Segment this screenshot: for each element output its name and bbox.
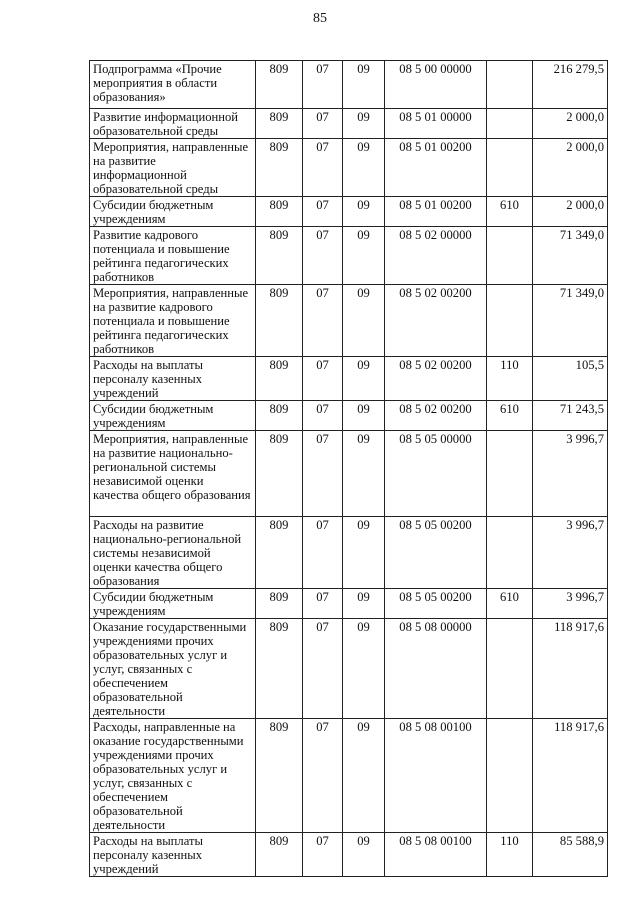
- row-name: Подпрограмма «Прочие мероприятия в области образования»: [90, 61, 256, 109]
- row-target-article: 08 5 05 00200: [385, 589, 487, 619]
- table-row: [90, 589, 608, 619]
- row-grbs: 809: [256, 589, 303, 619]
- table-row: [90, 619, 608, 719]
- row-name: Мероприятия, направленные на развитие информационной образовательной среды: [90, 139, 256, 197]
- row-name: Расходы на развитие национально-региональной системы независимой оценки качества общего образования: [90, 517, 256, 589]
- table-row: [90, 401, 608, 431]
- row-name: Субсидии бюджетным учреждениям: [90, 401, 256, 431]
- row-expense-type: [487, 139, 533, 197]
- row-name: Расходы на выплаты персоналу казенных учреждений: [90, 357, 256, 401]
- row-subsection: 09: [343, 589, 385, 619]
- row-grbs: 809: [256, 139, 303, 197]
- budget-table: [89, 60, 608, 877]
- table-row: [90, 357, 608, 401]
- row-section: 07: [303, 719, 343, 833]
- row-section: 07: [303, 357, 343, 401]
- row-target-article: 08 5 02 00200: [385, 357, 487, 401]
- row-name: Субсидии бюджетным учреждениям: [90, 589, 256, 619]
- row-target-article: 08 5 05 00200: [385, 517, 487, 589]
- row-section: 07: [303, 517, 343, 589]
- row-amount: 2 000,0: [533, 109, 608, 139]
- row-amount: 118 917,6: [533, 619, 608, 719]
- row-expense-type: 610: [487, 589, 533, 619]
- row-section: 07: [303, 109, 343, 139]
- row-name: Развитие кадрового потенциала и повышение рейтинга педагогических работников: [90, 227, 256, 285]
- row-section: 07: [303, 833, 343, 877]
- row-grbs: 809: [256, 357, 303, 401]
- row-expense-type: [487, 61, 533, 109]
- row-expense-type: [487, 517, 533, 589]
- row-section: 07: [303, 61, 343, 109]
- row-name: Субсидии бюджетным учреждениям: [90, 197, 256, 227]
- row-amount: 2 000,0: [533, 197, 608, 227]
- row-subsection: 09: [343, 401, 385, 431]
- row-amount: 71 349,0: [533, 227, 608, 285]
- table-row: [90, 109, 608, 139]
- row-grbs: 809: [256, 109, 303, 139]
- table-row: [90, 431, 608, 517]
- row-section: 07: [303, 285, 343, 357]
- table-row: [90, 227, 608, 285]
- row-grbs: 809: [256, 197, 303, 227]
- row-subsection: 09: [343, 357, 385, 401]
- row-amount: 2 000,0: [533, 139, 608, 197]
- row-amount: 71 243,5: [533, 401, 608, 431]
- row-subsection: 09: [343, 719, 385, 833]
- row-amount: 85 588,9: [533, 833, 608, 877]
- row-subsection: 09: [343, 197, 385, 227]
- row-name: Мероприятия, направленные на развитие кадрового потенциала и повышение рейтинга педагогических работников: [90, 285, 256, 357]
- row-expense-type: 110: [487, 357, 533, 401]
- table-row: [90, 139, 608, 197]
- row-target-article: 08 5 08 00100: [385, 719, 487, 833]
- table-row: [90, 719, 608, 833]
- row-section: 07: [303, 619, 343, 719]
- row-section: 07: [303, 589, 343, 619]
- row-grbs: 809: [256, 61, 303, 109]
- table-row: [90, 285, 608, 357]
- row-section: 07: [303, 197, 343, 227]
- row-subsection: 09: [343, 285, 385, 357]
- row-section: 07: [303, 431, 343, 517]
- row-target-article: 08 5 01 00200: [385, 197, 487, 227]
- table-row: [90, 517, 608, 589]
- row-amount: 3 996,7: [533, 431, 608, 517]
- row-grbs: 809: [256, 833, 303, 877]
- row-target-article: 08 5 08 00100: [385, 833, 487, 877]
- row-expense-type: [487, 719, 533, 833]
- row-section: 07: [303, 401, 343, 431]
- row-section: 07: [303, 139, 343, 197]
- row-target-article: 08 5 01 00200: [385, 139, 487, 197]
- row-grbs: 809: [256, 719, 303, 833]
- row-grbs: 809: [256, 619, 303, 719]
- row-target-article: 08 5 02 00200: [385, 401, 487, 431]
- row-amount: 3 996,7: [533, 517, 608, 589]
- row-grbs: 809: [256, 227, 303, 285]
- row-name: Расходы на выплаты персоналу казенных учреждений: [90, 833, 256, 877]
- row-expense-type: 610: [487, 401, 533, 431]
- row-amount: 105,5: [533, 357, 608, 401]
- row-subsection: 09: [343, 139, 385, 197]
- row-expense-type: [487, 619, 533, 719]
- row-amount: 118 917,6: [533, 719, 608, 833]
- row-expense-type: [487, 227, 533, 285]
- row-grbs: 809: [256, 285, 303, 357]
- row-section: 07: [303, 227, 343, 285]
- row-target-article: 08 5 08 00000: [385, 619, 487, 719]
- row-subsection: 09: [343, 833, 385, 877]
- row-expense-type: 610: [487, 197, 533, 227]
- row-amount: 3 996,7: [533, 589, 608, 619]
- row-subsection: 09: [343, 619, 385, 719]
- page-number: 85: [313, 11, 327, 26]
- table-row: [90, 197, 608, 227]
- row-grbs: 809: [256, 517, 303, 589]
- row-target-article: 08 5 02 00200: [385, 285, 487, 357]
- row-grbs: 809: [256, 401, 303, 431]
- table-row: [90, 833, 608, 877]
- row-expense-type: [487, 109, 533, 139]
- row-name: Мероприятия, направленные на развитие национально-региональной системы независимой оценки качества общего образования: [90, 431, 256, 517]
- row-grbs: 809: [256, 431, 303, 517]
- row-target-article: 08 5 02 00000: [385, 227, 487, 285]
- row-subsection: 09: [343, 227, 385, 285]
- budget-table-body: [90, 61, 608, 877]
- row-amount: 216 279,5: [533, 61, 608, 109]
- table-row: [90, 61, 608, 109]
- row-amount: 71 349,0: [533, 285, 608, 357]
- row-expense-type: [487, 431, 533, 517]
- row-subsection: 09: [343, 61, 385, 109]
- row-target-article: 08 5 05 00000: [385, 431, 487, 517]
- row-target-article: 08 5 01 00000: [385, 109, 487, 139]
- row-expense-type: 110: [487, 833, 533, 877]
- row-name: Расходы, направленные на оказание государственными учреждениями прочих образовательных услуг и услуг, связанных с обеспечением образовательной деятельности: [90, 719, 256, 833]
- row-subsection: 09: [343, 109, 385, 139]
- row-target-article: 08 5 00 00000: [385, 61, 487, 109]
- row-name: Оказание государственными учреждениями прочих образовательных услуг и услуг, связанных с обеспечением образовательной деятельности: [90, 619, 256, 719]
- row-subsection: 09: [343, 517, 385, 589]
- row-name: Развитие информационной образовательной среды: [90, 109, 256, 139]
- row-subsection: 09: [343, 431, 385, 517]
- row-expense-type: [487, 285, 533, 357]
